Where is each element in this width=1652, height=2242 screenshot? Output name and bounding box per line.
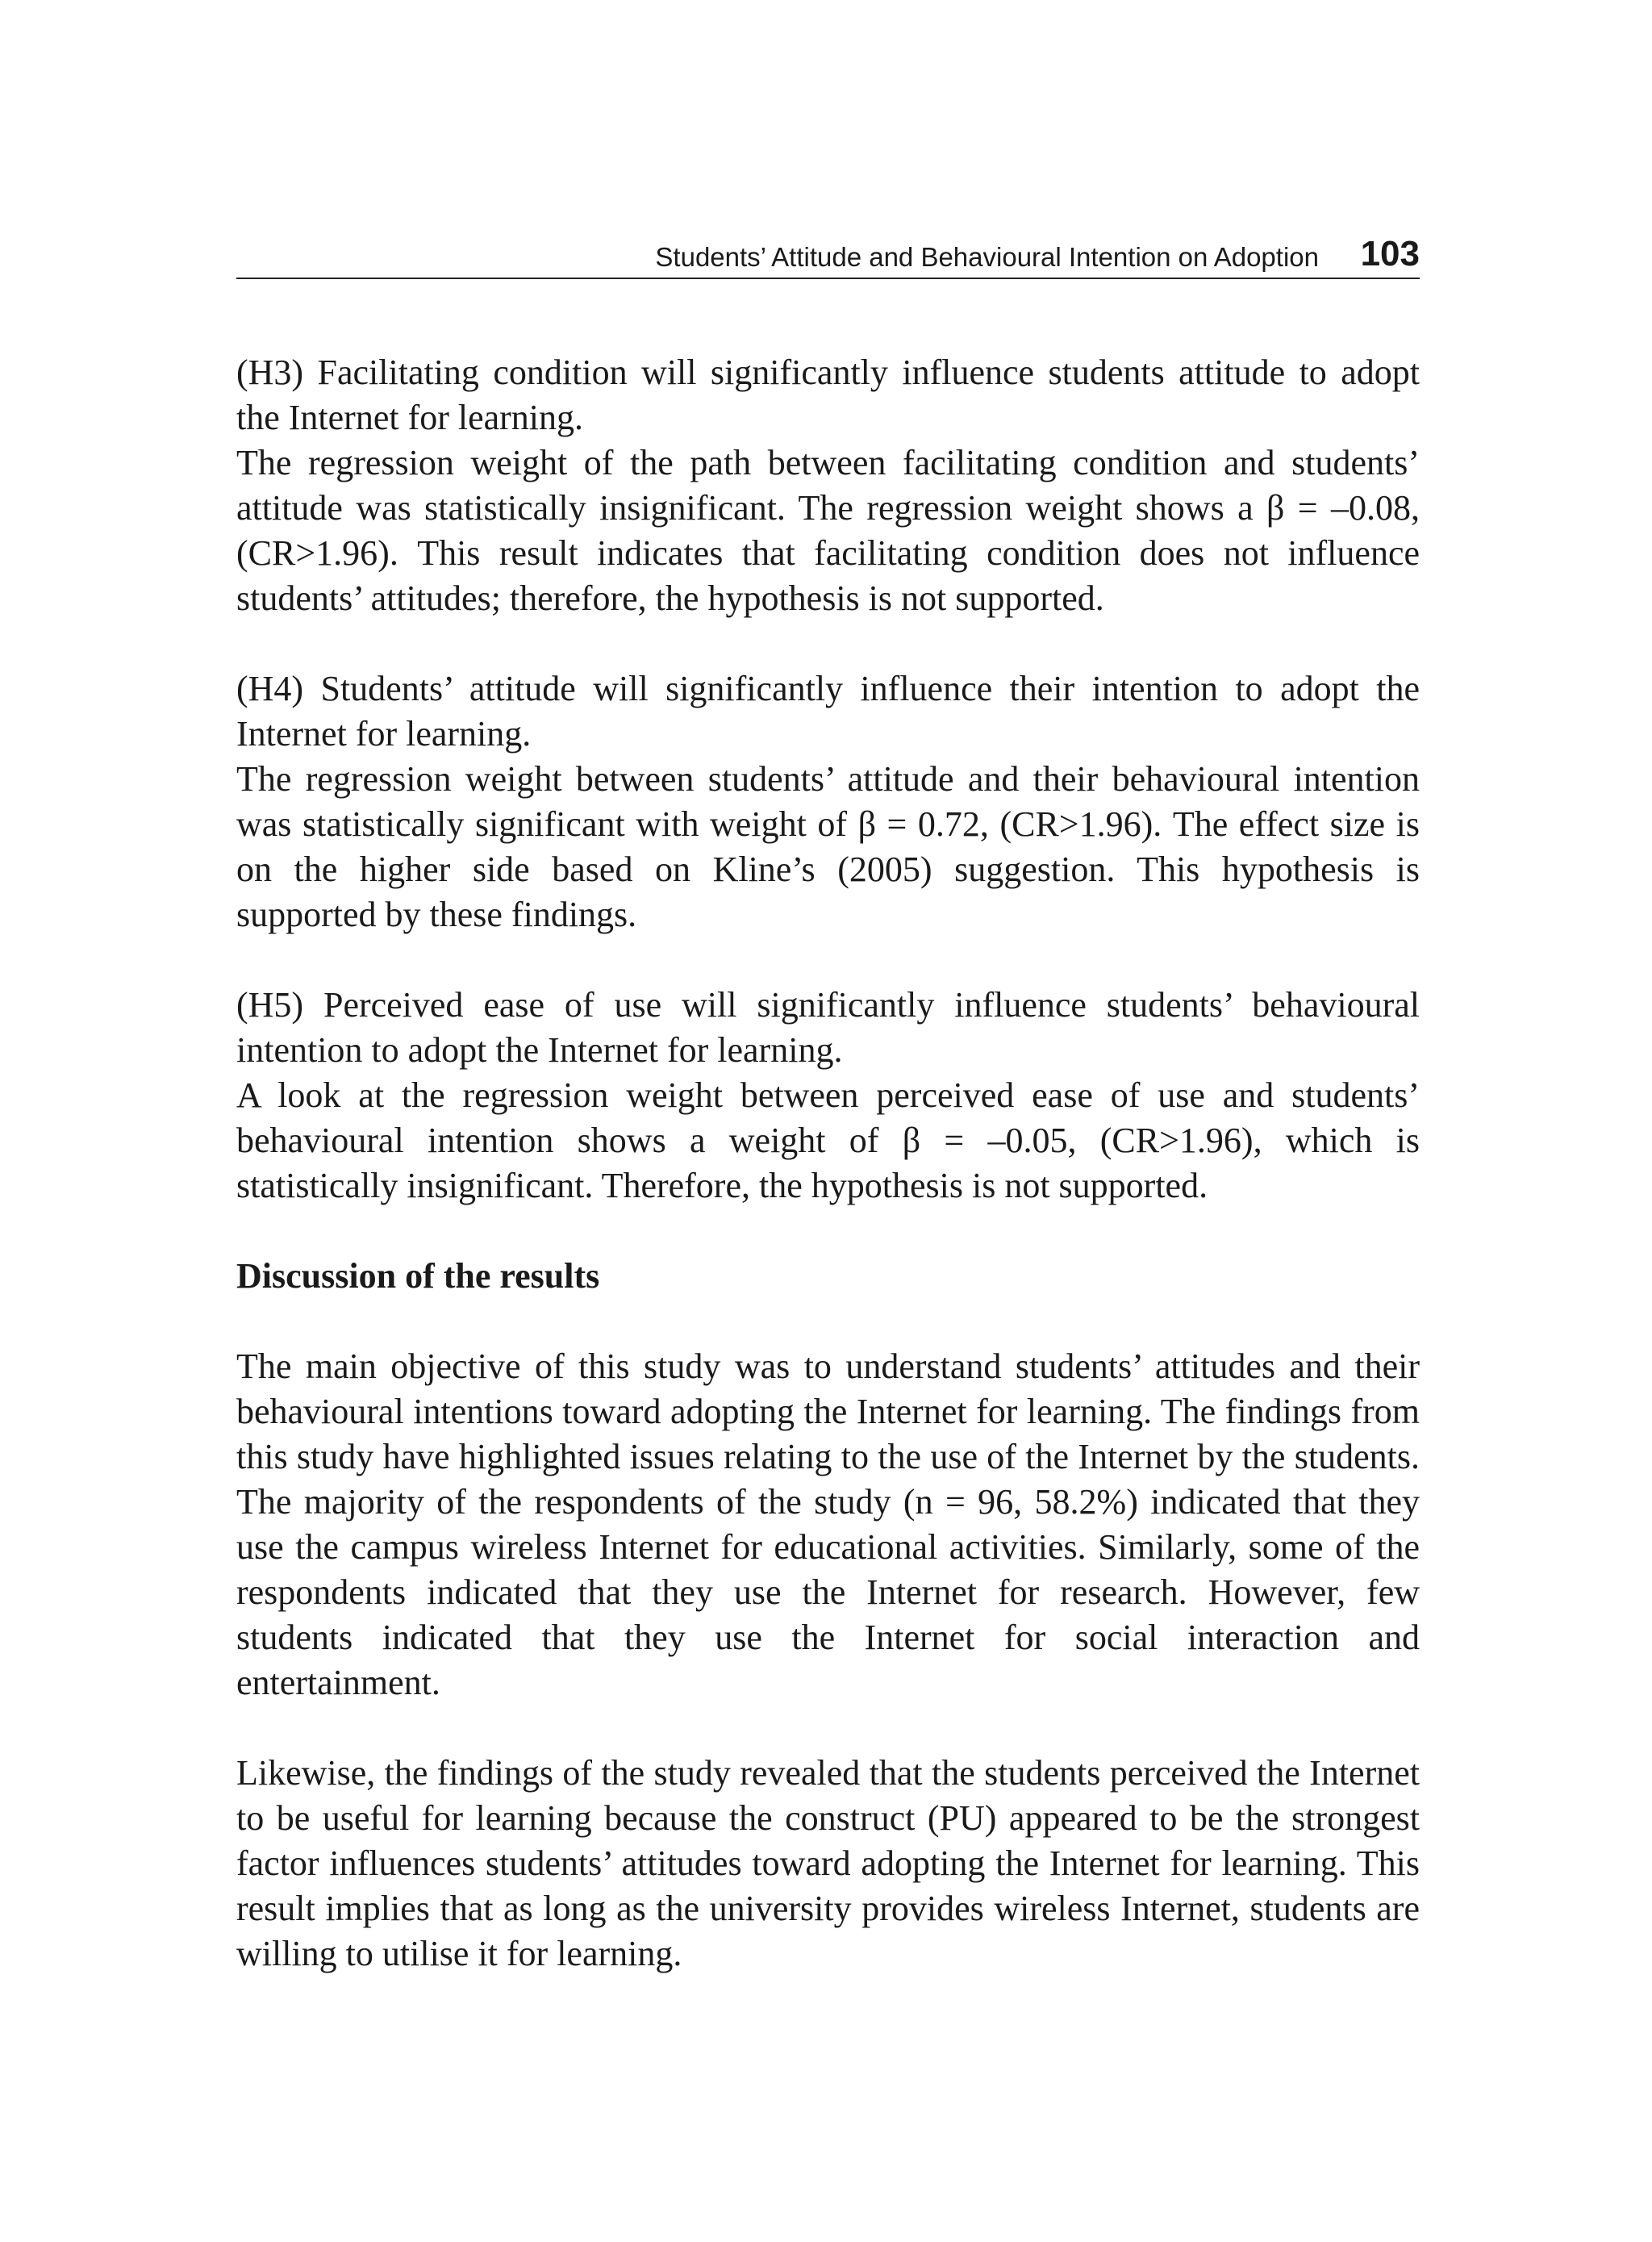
- paragraph-spacer: [236, 1706, 1420, 1751]
- paragraph-spacer: [236, 621, 1420, 666]
- hypothesis-statement: (H3) Facilitating condition will significantly influence students attitude to adopt the Internet for learning.: [236, 353, 1420, 437]
- section-heading: Discussion of the results: [236, 1256, 600, 1296]
- hypothesis-result: A look at the regression weight between perceived ease of use and students’ behavioural intention shows a weight of β = –0.05, (CR>1.96), which is statistically insignificant. Therefore, the hypothesis is not supported.: [236, 1075, 1420, 1205]
- hypothesis-statement: (H5) Perceived ease of use will significantly influence students’ behavioural intention to adopt the Internet for learning.: [236, 985, 1420, 1070]
- discussion-paragraph: The main objective of this study was to understand students’ attitudes and their behavioural intentions toward adopting the Internet for learning. The findings from this study have highlighted issues relating to the use of the Internet by the students. The majority of the respondents of the study (n = 96, 58.2%) indicated that they use the campus wireless Internet for educational activities. Similarly, some of the respondents indicated that they use the Internet for research. However, few students indicated that they use the Internet for social interaction and entertainment.: [236, 1346, 1420, 1702]
- hypothesis-result: The regression weight of the path between facilitating condition and students’ attitude was statistically insignificant. The regression weight shows a β = –0.08, (CR>1.96). This result indicates that facilitating condition does not influence students’ attitudes; therefore, the hypothesis is not supported.: [236, 443, 1420, 618]
- paragraph-spacer: [236, 937, 1420, 983]
- body-text: [236, 350, 1420, 1977]
- hypothesis-h4: [236, 666, 1420, 937]
- paragraph-spacer: [236, 1209, 1420, 1254]
- running-header: [236, 236, 1420, 279]
- page-number: 103: [1360, 234, 1420, 273]
- hypothesis-h3: [236, 350, 1420, 621]
- hypothesis-result: The regression weight between students’ attitude and their behavioural intention was statistically significant with weight of β = 0.72, (CR>1.96). The effect size is on the higher side based on Kline’s (2005) suggestion. This hypothesis is supported by these findings.: [236, 759, 1420, 934]
- hypothesis-h5: [236, 983, 1420, 1209]
- paragraph-spacer: [236, 1299, 1420, 1344]
- hypothesis-statement: (H4) Students’ attitude will significantly influence their intention to adopt the Internet for learning.: [236, 669, 1420, 754]
- running-title: Students’ Attitude and Behavioural Intention on Adoption: [655, 242, 1319, 272]
- discussion-paragraph: Likewise, the findings of the study revealed that the students perceived the Internet to be useful for learning because the construct (PU) appeared to be the strongest factor influences students’ attitudes toward adopting the Internet for learning. This result implies that as long as the university provides wireless Internet, students are willing to utilise it for learning.: [236, 1753, 1420, 1973]
